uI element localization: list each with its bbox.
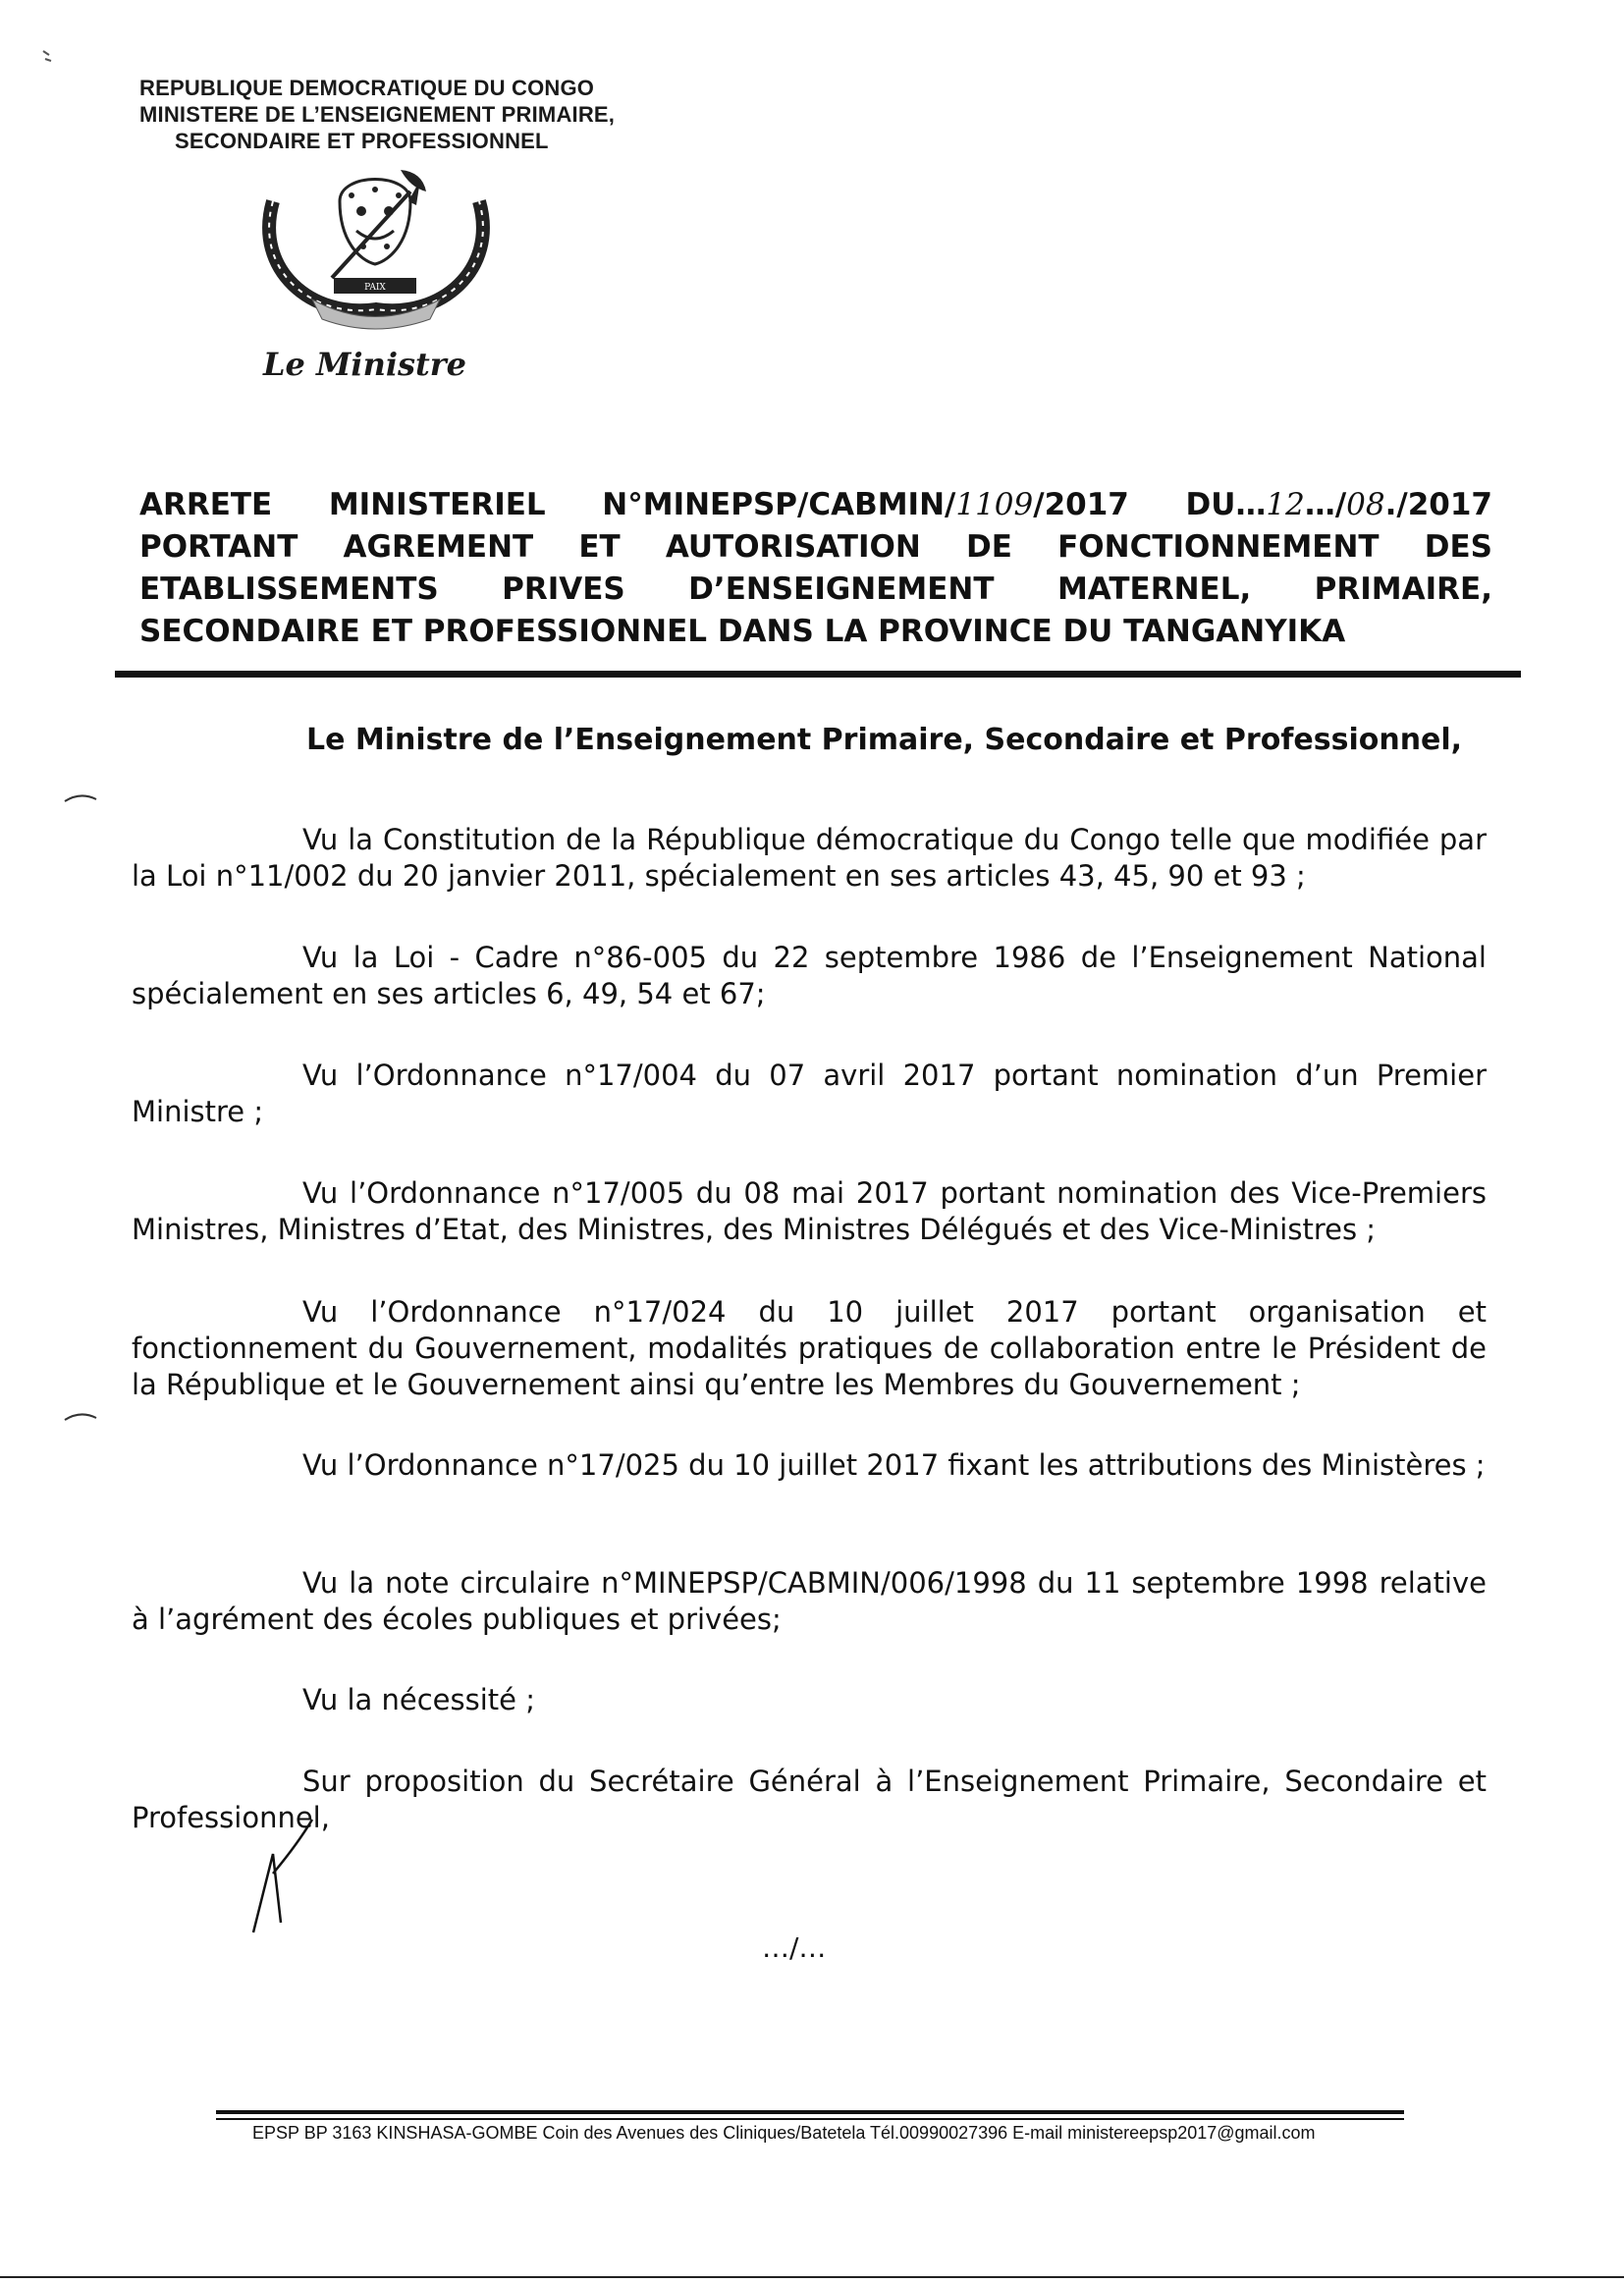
decree-number-handwritten: 1109 xyxy=(955,487,1034,522)
scan-mark-top xyxy=(39,47,59,67)
coat-of-arms-emblem xyxy=(253,162,499,339)
letterhead xyxy=(139,75,615,154)
decree-day-handwritten: 12 xyxy=(1266,487,1305,522)
title-divider xyxy=(115,671,1521,678)
margin-mark-2 xyxy=(63,1410,98,1424)
decree-title-line2: PORTANT AGREMENT ET AUTORISATION DE FONCTIONNEMENT DES xyxy=(139,529,1492,565)
decree-title-line4: SECONDAIRE ET PROFESSIONNEL DANS LA PROVINCE DU TANGANYIKA xyxy=(139,614,1346,649)
decree-month-handwritten: 08 xyxy=(1346,487,1385,522)
consideration-2: Vu la Loi - Cadre n°86-005 du 22 septembre 1986 de l’Enseignement National spécialement en ses articles 6, 49, 54 et 67; xyxy=(132,941,1487,1010)
consideration-8: Vu la nécessité ; xyxy=(302,1683,535,1716)
footer-rule-thin xyxy=(216,2118,1404,2120)
consideration-9: Sur proposition du Secrétaire Général à l’Enseignement Primaire, Secondaire et Professionnel, xyxy=(132,1765,1487,1834)
svg-text:PAIX: PAIX xyxy=(364,283,386,293)
decree-title-line1: ARRETE MINISTERIEL N°MINEPSP/CABMIN/1109/2017 DU…12…/08./2017 xyxy=(139,487,1492,522)
footer-contact: EPSP BP 3163 KINSHASA-GOMBE Coin des Avenues des Cliniques/Batetela Tél.00990027396 E-mail ministereepsp2017@gmail.com xyxy=(252,2123,1316,2143)
handwritten-initials xyxy=(244,1815,322,1942)
footer-rule-thick xyxy=(216,2110,1404,2114)
minister-signature-title: Le Ministre xyxy=(263,346,467,383)
letterhead-ministry: MINISTERE DE L’ENSEIGNEMENT PRIMAIRE, xyxy=(139,102,616,127)
consideration-4: Vu l’Ordonnance n°17/005 du 08 mai 2017 portant nomination des Vice-Premiers Ministres, Ministres d’Etat, des Ministres, des Ministres Délégués et des Vice-Ministres ; xyxy=(132,1176,1487,1246)
page-continuation: …/… xyxy=(762,1931,827,1964)
scan-edge-line xyxy=(0,2276,1624,2278)
consideration-1: Vu la Constitution de la République démocratique du Congo telle que modifiée par la Loi n°11/002 du 20 janvier 2011, spécialement en ses articles 43, 45, 90 et 93 ; xyxy=(132,823,1487,893)
consideration-7: Vu la note circulaire n°MINEPSP/CABMIN/006/1998 du 11 septembre 1998 relative à l’agrément des écoles publiques et privées; xyxy=(132,1566,1487,1636)
consideration-3: Vu l’Ordonnance n°17/004 du 07 avril 2017 portant nomination d’un Premier Ministre ; xyxy=(132,1059,1487,1128)
margin-mark-1 xyxy=(63,791,98,805)
consideration-5: Vu l’Ordonnance n°17/024 du 10 juillet 2017 portant organisation et fonctionnement du Gouvernement, modalités pratiques de collaboration entre le Président de la République et le Gouvernement ainsi qu’entre les Membres du Gouvernement ; xyxy=(132,1295,1487,1401)
decree-title xyxy=(139,484,1492,653)
letterhead-country: REPUBLIQUE DEMOCRATIQUE DU CONGO xyxy=(139,76,595,100)
minister-preamble: Le Ministre de l’Enseignement Primaire, Secondaire et Professionnel, xyxy=(306,723,1463,757)
decree-title-line3: ETABLISSEMENTS PRIVES D’ENSEIGNEMENT MATERNEL, PRIMAIRE, xyxy=(139,571,1492,607)
consideration-6: Vu l’Ordonnance n°17/025 du 10 juillet 2017 fixant les attributions des Ministères ; xyxy=(302,1448,1486,1482)
letterhead-ministry-cont: SECONDAIRE ET PROFESSIONNEL xyxy=(175,129,549,153)
